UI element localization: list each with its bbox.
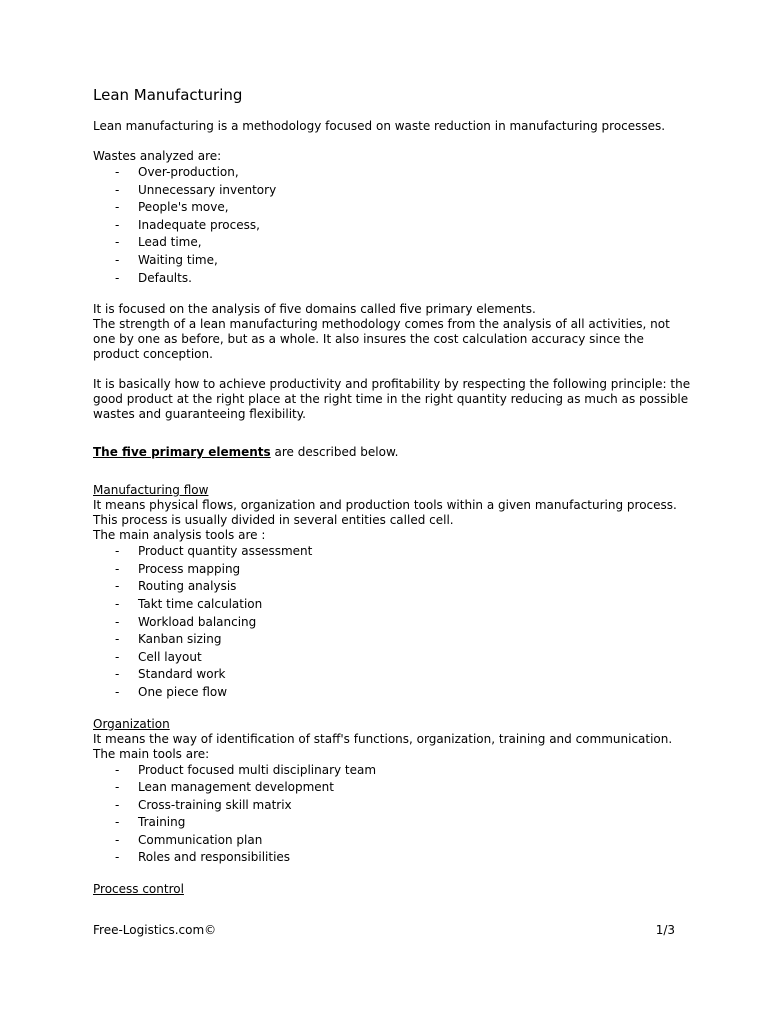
list-item: - Cross-training skill matrix [115, 797, 292, 812]
list-item: - Workload balancing [115, 614, 257, 629]
list-item: - Product quantity assessment [115, 544, 313, 559]
document-page [93, 86, 693, 897]
elements-bold-label: The five primary elements [93, 445, 271, 460]
list-item: - Over-production, [115, 165, 239, 179]
wastes-heading: Wastes analyzed are: [93, 149, 222, 163]
list-item: - Roles and responsibilities [115, 850, 291, 865]
five-domains-paragraph: It is focused on the analysis of five domains called five primary elements. [93, 302, 536, 317]
flow-tools-list [93, 543, 693, 701]
principle-paragraph: It is basically how to achieve productivity and profitability by respecting the following principle: the good product at the right place at the right time in the right quantity reducing as much as possible wastes and guaranteeing flexibility. [93, 377, 691, 422]
list-item: - Communication plan [115, 832, 263, 847]
wastes-list [93, 164, 693, 287]
process-control-heading: Process control [93, 882, 184, 897]
list-item: - Defaults. [115, 270, 192, 285]
organization-heading: Organization [93, 716, 170, 731]
organization-text: It means the way of identification of staff's functions, organization, training and communication. [93, 731, 673, 746]
list-item: - Takt time calculation [115, 596, 263, 611]
list-item: - Lead time, [115, 235, 202, 250]
intro-paragraph: Lean manufacturing is a methodology focused on waste reduction in manufacturing processes. [93, 119, 666, 133]
page-number: 1/3 [655, 923, 675, 937]
flow-text-2: This process is usually divided in several entities called cell. [93, 513, 454, 528]
organization-tools-list [93, 762, 693, 868]
list-item: - Cell layout [115, 649, 202, 664]
list-item: - Unnecessary inventory [115, 182, 277, 197]
list-item: - People's move, [115, 200, 229, 215]
organization-tools-heading: The main tools are: [93, 746, 210, 761]
list-item: - Kanban sizing [115, 632, 222, 647]
list-item: - Lean management development [115, 780, 334, 795]
flow-tools-heading: The main analysis tools are : [93, 528, 266, 543]
list-item: - Routing analysis [115, 579, 237, 594]
flow-text-1: It means physical flows, organization and production tools within a given manufacturing process. [93, 498, 677, 513]
list-item: - Inadequate process, [115, 217, 260, 232]
elements-intro: The five primary elements are described below. [93, 445, 399, 460]
list-item: - Product focused multi disciplinary team [115, 762, 377, 777]
list-item: - Waiting time, [115, 252, 218, 267]
footer-site-label: Free-Logistics.com© [93, 923, 217, 937]
list-item: - Standard work [115, 667, 226, 682]
list-item: - Process mapping [115, 561, 241, 576]
list-item: - One piece flow [115, 684, 228, 699]
document-title: Lean Manufacturing [93, 86, 243, 104]
manufacturing-flow-heading: Manufacturing flow [93, 483, 209, 498]
strength-paragraph: The strength of a lean manufacturing methodology comes from the analysis of all activities, not one by one as before, but as a whole. It also insures the cost calculation accuracy since the product conception. [93, 317, 670, 362]
list-item: - Training [115, 815, 186, 830]
